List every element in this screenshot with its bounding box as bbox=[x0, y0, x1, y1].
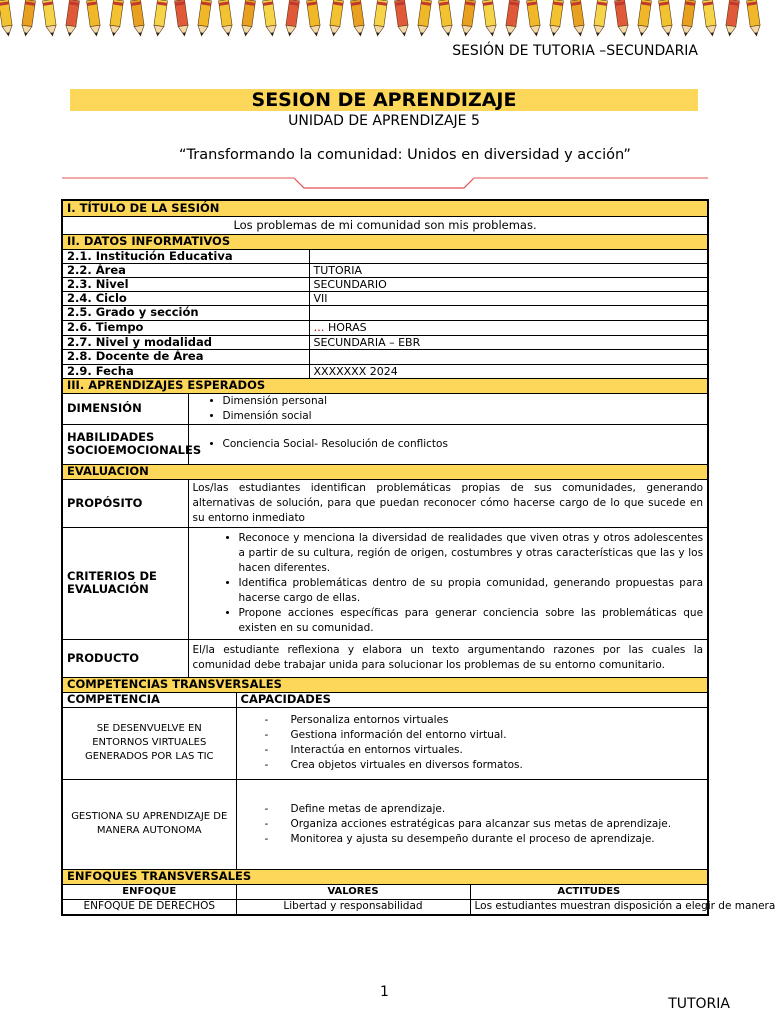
list-item: - Personaliza entornos virtuales bbox=[265, 713, 704, 728]
datos-value: SECUNDARIO bbox=[309, 277, 708, 291]
datos-value: SECUNDARIA – EBR bbox=[309, 335, 708, 349]
pencil-icon bbox=[483, 0, 498, 37]
competencia-name: GESTIONA SU APRENDIZAJE DE MANERA AUTONOMA bbox=[62, 779, 236, 869]
col-capacidades-header: CAPACIDADES bbox=[236, 692, 708, 707]
pencil-icon bbox=[593, 0, 608, 37]
pencil-icon bbox=[659, 0, 674, 37]
dimension-list bbox=[193, 394, 704, 424]
capacidades-list bbox=[241, 802, 704, 847]
list-item: • Dimensión social bbox=[223, 409, 704, 424]
header-right-text: SESIÓN DE TUTORIA –SECUNDARIA bbox=[452, 43, 698, 59]
datos-label: 2.9. Fecha bbox=[62, 364, 309, 378]
pencil-icon bbox=[263, 0, 278, 37]
col-competencia-header: COMPETENCIA bbox=[62, 692, 236, 707]
pencil-icon bbox=[131, 0, 146, 37]
unit-quote: “Transformando la comunidad: Unidos en diversidad y acción” bbox=[179, 147, 631, 163]
datos-value-tiempo bbox=[309, 320, 708, 335]
pencil-icon bbox=[65, 0, 80, 37]
pencil-icon bbox=[615, 0, 630, 37]
pencil-icon bbox=[527, 0, 542, 37]
datos-label: 2.3. Nivel bbox=[62, 277, 309, 291]
footer-right-text: TUTORIA bbox=[668, 996, 730, 1012]
proposito-label: PROPÓSITO bbox=[62, 479, 188, 527]
tiempo-ellipsis: … bbox=[313, 321, 325, 334]
actitudes-cell: Los estudiantes muestran disposición a elegir de manera bbox=[470, 899, 708, 915]
producto-label: PRODUCTO bbox=[62, 639, 188, 677]
pencil-icon bbox=[417, 0, 432, 37]
pencil-icon bbox=[153, 0, 168, 37]
pencil-icon bbox=[307, 0, 322, 37]
list-item: • Dimensión personal bbox=[223, 394, 704, 409]
session-title-value: Los problemas de mi comunidad son mis problemas. bbox=[62, 216, 708, 234]
criterios-label: CRITERIOS DE EVALUACIÓN bbox=[62, 527, 188, 639]
datos-label: 2.7. Nivel y modalidad bbox=[62, 335, 309, 349]
pencil-icon bbox=[549, 0, 564, 37]
pencil-icon bbox=[43, 0, 58, 37]
datos-label: 2.2. Área bbox=[62, 263, 309, 277]
pencil-icon bbox=[373, 0, 388, 37]
datos-label: 2.4. Ciclo bbox=[62, 291, 309, 305]
section-competencias-heading: COMPETENCIAS TRANSVERSALES bbox=[62, 677, 708, 692]
pencil-icon bbox=[285, 0, 300, 37]
capacidades-cell bbox=[236, 707, 708, 779]
section-titulo-heading: I. TÍTULO DE LA SESIÓN bbox=[62, 200, 708, 216]
list-item: - Define metas de aprendizaje. bbox=[265, 802, 704, 817]
list-item: - Interactúa en entornos virtuales. bbox=[265, 743, 704, 758]
list-item: - Monitorea y ajusta su desempeño durante el proceso de aprendizaje. bbox=[265, 832, 704, 847]
pencil-icon bbox=[197, 0, 212, 37]
competencia-name: SE DESENVUELVE EN ENTORNOS VIRTUALES GENERADOS POR LAS TIC bbox=[62, 707, 236, 779]
list-item: - Gestiona información del entorno virtual. bbox=[265, 728, 704, 743]
list-item: • Identifica problemáticas dentro de su propia comunidad, generando propuestas para hacerse cargo de ellas. bbox=[239, 576, 704, 606]
pencil-icon bbox=[395, 0, 410, 37]
section-evaluacion-heading: EVALUACION bbox=[62, 464, 708, 479]
pencil-border-decoration bbox=[0, 0, 768, 40]
pencil-icon bbox=[351, 0, 366, 37]
pencil-icon bbox=[87, 0, 102, 37]
capacidades-cell bbox=[236, 779, 708, 869]
pencil-icon bbox=[703, 0, 718, 37]
section-aprendizajes-heading: III. APRENDIZAJES ESPERADOS bbox=[62, 378, 708, 393]
datos-value bbox=[309, 305, 708, 320]
dimension-label: DIMENSIÓN bbox=[62, 393, 188, 424]
datos-value: XXXXXXX 2024 bbox=[309, 364, 708, 378]
datos-label: 2.8. Docente de Área bbox=[62, 349, 309, 364]
datos-value bbox=[309, 349, 708, 364]
enfoque-cell: ENFOQUE DE DERECHOS bbox=[62, 899, 236, 915]
divider-ornament bbox=[62, 176, 708, 194]
list-item: • Propone acciones específicas para generar conciencia sobre las problemáticas que existen en su comunidad. bbox=[239, 606, 704, 636]
proposito-text: Los/las estudiantes identifican problemáticas propias de sus comunidades, generando alternativas de solución, para que puedan reconocer cómo hacerse cargo de lo que sucede en su entorno inmediato bbox=[188, 479, 708, 527]
habilidades-list bbox=[193, 437, 704, 452]
unit-subtitle: UNIDAD DE APRENDIZAJE 5 bbox=[288, 113, 480, 129]
pencil-icon bbox=[219, 0, 234, 37]
habilidades-cell bbox=[188, 424, 708, 464]
pencil-icon bbox=[725, 0, 740, 37]
section-enfoques-heading: ENFOQUES TRANSVERSALES bbox=[62, 869, 708, 884]
datos-value bbox=[309, 249, 708, 263]
list-item: • Reconoce y menciona la diversidad de realidades que viven otras y otros adolescentes a partir de su cultura, región de origen, costumbres y otras características que las y los hacen diferentes. bbox=[239, 531, 704, 576]
pencil-icon bbox=[21, 0, 36, 37]
criterios-list bbox=[193, 531, 704, 636]
datos-label: 2.6. Tiempo bbox=[62, 320, 309, 335]
tiempo-unit: HORAS bbox=[324, 321, 367, 334]
page-number: 1 bbox=[380, 984, 389, 1000]
list-item: - Organiza acciones estratégicas para alcanzar sus metas de aprendizaje. bbox=[265, 817, 704, 832]
section-datos-heading: II. DATOS INFORMATIVOS bbox=[62, 234, 708, 249]
pencil-icon bbox=[329, 0, 344, 37]
capacidades-list bbox=[241, 713, 704, 773]
pencil-icon bbox=[747, 0, 762, 37]
producto-text: El/la estudiante reflexiona y elabora un texto argumentando razones por las cuales la comunidad debe trabajar unida para solucionar los problemas de su entorno comunitario. bbox=[188, 639, 708, 677]
valores-cell: Libertad y responsabilidad bbox=[236, 899, 470, 915]
pencil-icon bbox=[571, 0, 586, 37]
pencil-icon bbox=[461, 0, 476, 37]
datos-value: VII bbox=[309, 291, 708, 305]
pencil-icon bbox=[175, 0, 190, 37]
pencil-icon bbox=[0, 0, 13, 37]
habilidades-label: HABILIDADES SOCIOEMOCIONALES bbox=[62, 424, 188, 464]
pencil-icon bbox=[637, 0, 652, 37]
pencil-icon bbox=[439, 0, 454, 37]
datos-label: 2.5. Grado y sección bbox=[62, 305, 309, 320]
col-valores-header: VALORES bbox=[236, 884, 470, 899]
dimension-cell bbox=[188, 393, 708, 424]
list-item: • Conciencia Social- Resolución de conflictos bbox=[223, 437, 704, 452]
page-title: SESION DE APRENDIZAJE bbox=[70, 89, 698, 111]
criterios-cell bbox=[188, 527, 708, 639]
pencil-icon bbox=[241, 0, 256, 37]
datos-label: 2.1. Institución Educativa bbox=[62, 249, 309, 263]
pencil-icon bbox=[505, 0, 520, 37]
col-enfoque-header: ENFOQUE bbox=[62, 884, 236, 899]
col-actitudes-header: ACTITUDES bbox=[470, 884, 708, 899]
pencil-icon bbox=[681, 0, 696, 37]
datos-value: TUTORIA bbox=[309, 263, 708, 277]
session-table bbox=[61, 199, 775, 916]
list-item: - Crea objetos virtuales en diversos formatos. bbox=[265, 758, 704, 773]
pencil-icon bbox=[109, 0, 124, 37]
